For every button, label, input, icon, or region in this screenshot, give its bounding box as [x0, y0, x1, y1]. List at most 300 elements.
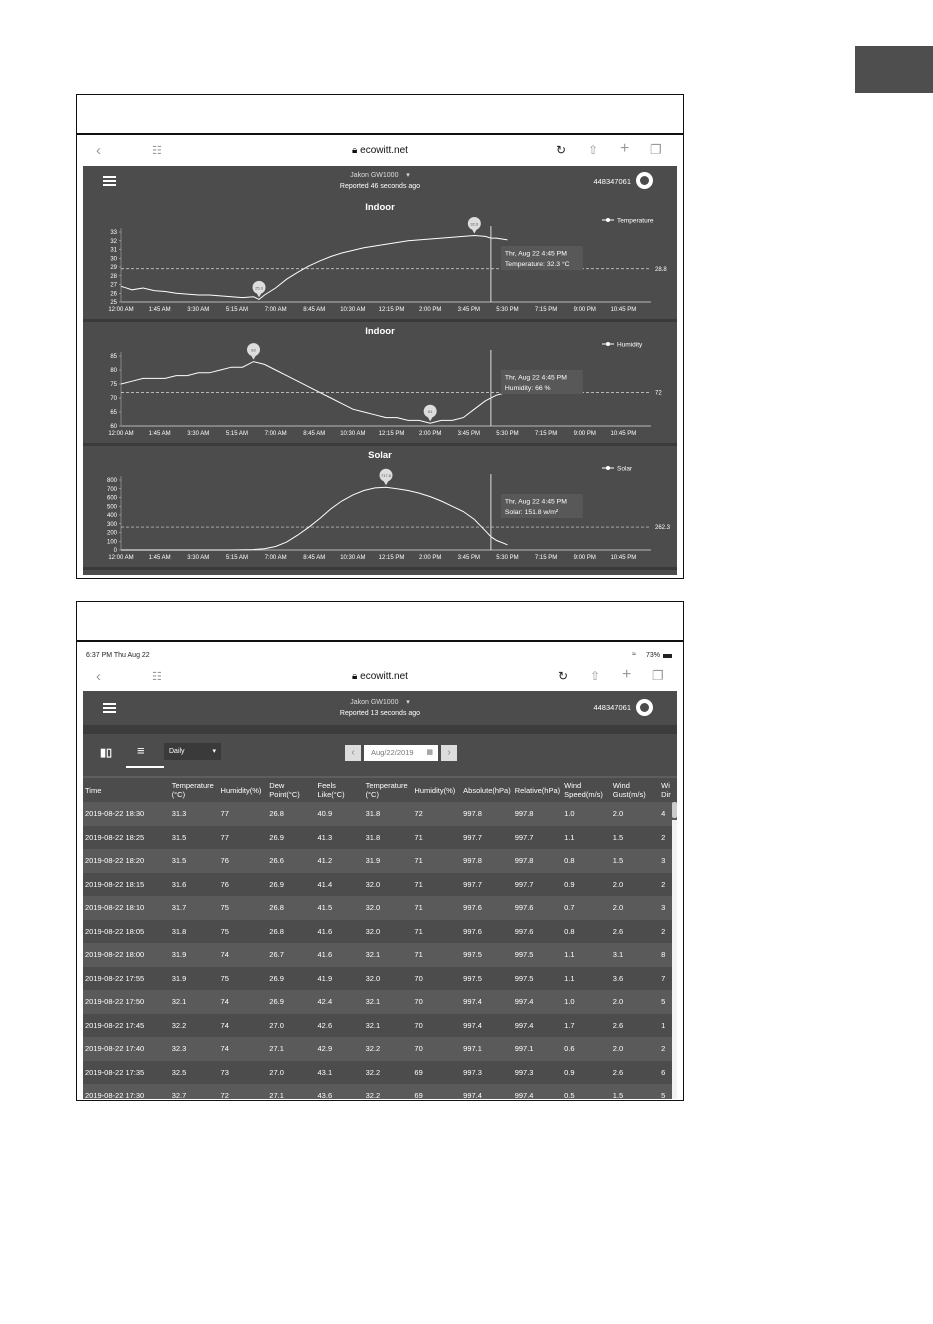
table-cell: 41.3: [316, 826, 364, 850]
table-cell: 997.5: [513, 943, 562, 967]
column-header[interactable]: Wind Gust(m/s): [612, 781, 646, 799]
user-id: 448347061: [593, 703, 631, 712]
legend-marker: [606, 466, 610, 470]
table-cell: 42.4: [316, 990, 364, 1014]
x-tick-label: 5:30 PM: [496, 431, 519, 437]
table-cell: 0.7: [562, 896, 611, 920]
table-cell: 0.9: [562, 1061, 611, 1085]
period-value: Daily: [169, 748, 185, 755]
x-tick-label: 5:15 AM: [225, 307, 248, 313]
screenshot-2: [80, 644, 680, 1099]
table-cell: 41.4: [316, 873, 364, 897]
app-panel-2: [83, 691, 677, 1099]
chevron-down-icon: ▾: [212, 748, 216, 755]
table-cell: 997.6: [461, 896, 513, 920]
period-select[interactable]: [164, 743, 221, 760]
table-cell: 3: [659, 896, 677, 920]
table-cell: 2.6: [611, 1014, 659, 1038]
table-cell: 5: [659, 1084, 677, 1099]
chevron-down-icon: ▾: [406, 172, 410, 179]
tooltip-time: Thr, Aug 22 4:45 PM: [504, 250, 567, 258]
x-tick-label: 10:30 AM: [340, 307, 366, 313]
device-selector[interactable]: [83, 171, 677, 179]
table-cell: 27.0: [267, 1014, 315, 1038]
table-cell: 2.0: [611, 873, 659, 897]
table-cell: 40.9: [316, 802, 364, 826]
table-row: [83, 1037, 677, 1061]
x-tick-label: 2:00 PM: [418, 307, 442, 313]
table-cell: 31.5: [170, 826, 219, 850]
data-table: [83, 778, 677, 1099]
min-marker-pin-label: 61: [427, 409, 433, 415]
lock-icon: 🔒︎: [352, 671, 358, 682]
avatar[interactable]: [636, 699, 653, 716]
y-tick-label: 100: [106, 539, 117, 546]
list-view-icon[interactable]: ≡: [137, 743, 145, 758]
y-tick-label: 75: [110, 382, 117, 389]
x-tick-label: 10:45 PM: [610, 555, 637, 561]
table-cell: 32.2: [364, 1037, 413, 1061]
table-cell: 74: [219, 1014, 268, 1038]
average-label: 72: [655, 390, 662, 397]
y-tick-label: 26: [110, 291, 117, 298]
table-cell: 3.6: [611, 967, 659, 991]
table-cell: 31.8: [170, 920, 219, 944]
x-tick-label: 10:45 PM: [610, 431, 637, 437]
table-cell: 8: [659, 943, 677, 967]
column-header[interactable]: Feels Like(°C): [317, 781, 345, 799]
table-cell: 32.0: [364, 920, 413, 944]
app-header: [83, 166, 677, 198]
app-panel: [83, 166, 677, 575]
y-tick-label: 25: [110, 300, 117, 307]
table-cell: 74: [219, 990, 268, 1014]
table-cell: 32.0: [364, 967, 413, 991]
table-cell: 26.9: [267, 967, 315, 991]
table-cell: 70: [412, 990, 461, 1014]
table-cell: 32.1: [364, 943, 413, 967]
x-tick-label: 12:15 PM: [378, 555, 405, 561]
table-toolbar: [83, 734, 677, 776]
table-cell: 41.9: [316, 967, 364, 991]
table-cell: 2.0: [611, 896, 659, 920]
reload-icon[interactable]: ↻: [558, 669, 569, 683]
app-header-2: [83, 691, 677, 725]
max-marker-pin-label: 32.6: [470, 221, 479, 227]
table-cell: 77: [219, 802, 268, 826]
table-cell: 32.2: [364, 1061, 413, 1085]
table-cell: 2019-08-22 18:00: [83, 943, 170, 967]
chart-separator: [83, 567, 677, 570]
table-cell: 997.7: [513, 826, 562, 850]
table-cell: 997.8: [513, 849, 562, 873]
x-tick-label: 10:45 PM: [610, 307, 637, 313]
x-tick-label: 3:45 PM: [457, 555, 480, 561]
legend-marker: [606, 218, 610, 222]
table-cell: 26.9: [267, 873, 315, 897]
x-tick-label: 12:15 PM: [378, 307, 405, 313]
table-row: [83, 802, 677, 826]
screenshot-frame-1: [76, 94, 684, 579]
table-cell: 32.3: [170, 1037, 219, 1061]
table-cell: 71: [412, 873, 461, 897]
scrollbar-track: [672, 820, 677, 1099]
table-cell: 1.1: [562, 967, 611, 991]
table-cell: 31.8: [364, 826, 413, 850]
table-cell: 2019-08-22 17:35: [83, 1061, 170, 1085]
frame-1-caption-box: [77, 95, 683, 135]
table-cell: 2019-08-22 18:15: [83, 873, 170, 897]
x-tick-label: 3:30 AM: [187, 431, 210, 437]
min-marker-pin-label: 25.3: [255, 285, 263, 291]
x-tick-label: 5:30 PM: [496, 555, 519, 561]
table-cell: 42.6: [316, 1014, 364, 1038]
y-tick-label: 28: [110, 273, 117, 280]
x-tick-label: 12:00 AM: [108, 555, 134, 561]
y-tick-label: 33: [110, 230, 117, 237]
table-cell: 31.6: [170, 873, 219, 897]
table-cell: 1.5: [611, 1084, 659, 1099]
scrollbar-thumb[interactable]: [672, 802, 677, 818]
table-cell: 75: [219, 967, 268, 991]
table-row: [83, 967, 677, 991]
date-field[interactable]: [364, 745, 438, 761]
chevron-down-icon: ▾: [406, 699, 410, 706]
table-row: [83, 896, 677, 920]
chart-panel-1: [83, 198, 677, 319]
table-cell: 31.7: [170, 896, 219, 920]
table-cell: 2: [659, 873, 677, 897]
table-cell: 32.0: [364, 873, 413, 897]
table-cell: 997.1: [513, 1037, 562, 1061]
x-tick-label: 10:30 AM: [340, 431, 366, 437]
table-cell: 2019-08-22 17:45: [83, 1014, 170, 1038]
column-header[interactable]: Wi Dir: [661, 781, 671, 799]
table-cell: 2019-08-22 17:30: [83, 1084, 170, 1099]
table-cell: 71: [412, 826, 461, 850]
table-cell: 71: [412, 943, 461, 967]
table-cell: 74: [219, 1037, 268, 1061]
calendar-icon: ▦: [426, 749, 433, 756]
table-row: [83, 920, 677, 944]
table-cell: 997.4: [461, 1084, 513, 1099]
tabs-icon[interactable]: ❐: [650, 142, 662, 157]
table-cell: 27.1: [267, 1084, 315, 1099]
table-cell: 0.8: [562, 849, 611, 873]
table-row: [83, 1061, 677, 1085]
x-tick-label: 12:00 AM: [108, 307, 134, 313]
y-tick-label: 31: [110, 247, 117, 254]
table-cell: 32.0: [364, 896, 413, 920]
bookmarks-icon[interactable]: ☷: [152, 145, 162, 157]
legend-marker: [606, 342, 610, 346]
x-tick-label: 7:00 AM: [264, 307, 287, 313]
prev-date-button[interactable]: ‹: [345, 745, 361, 761]
chart-background: [83, 322, 677, 443]
table-cell: 72: [412, 802, 461, 826]
table-cell: 26.9: [267, 826, 315, 850]
table-cell: 2.6: [611, 920, 659, 944]
table-row: [83, 1014, 677, 1038]
x-tick-label: 7:15 PM: [534, 307, 558, 313]
table-cell: 1.1: [562, 943, 611, 967]
y-tick-label: 800: [106, 478, 117, 485]
table-cell: 77: [219, 826, 268, 850]
new-tab-icon[interactable]: +: [622, 666, 632, 683]
table-cell: 997.8: [461, 849, 513, 873]
max-marker-pin-label: 83: [251, 347, 256, 353]
table-cell: 41.6: [316, 920, 364, 944]
table-row: [83, 826, 677, 850]
x-tick-label: 5:15 AM: [225, 555, 248, 561]
table-cell: 5: [659, 990, 677, 1014]
x-tick-label: 3:30 AM: [187, 307, 210, 313]
screenshot-1: [80, 137, 680, 575]
y-tick-label: 600: [106, 495, 117, 502]
reported-status: Reported 13 seconds ago: [339, 710, 421, 717]
tooltip-value: Humidity: 66 %: [504, 385, 551, 392]
table-cell: 1.1: [562, 826, 611, 850]
table-cell: 32.1: [364, 990, 413, 1014]
table-row: [83, 873, 677, 897]
table-cell: 71: [412, 896, 461, 920]
table-cell: 0.8: [562, 920, 611, 944]
battery-level: 73%: [645, 652, 660, 659]
x-tick-label: 1:45 AM: [148, 431, 171, 437]
table-cell: 41.2: [316, 849, 364, 873]
share-icon[interactable]: ⇧: [588, 143, 599, 157]
table-cell: 997.1: [461, 1037, 513, 1061]
x-tick-label: 5:15 AM: [225, 431, 248, 437]
table-row: [83, 943, 677, 967]
tooltip-time: Thr, Aug 22 4:45 PM: [504, 498, 567, 506]
table-cell: 71: [412, 849, 461, 873]
table-cell: 31.9: [170, 943, 219, 967]
frame-2-caption-box: [77, 602, 683, 642]
column-header[interactable]: Time: [85, 785, 102, 795]
table-cell: 76: [219, 873, 268, 897]
status-time: 6:37 PM Thu Aug 22: [86, 652, 150, 659]
column-header[interactable]: Relative(hPa): [514, 785, 561, 795]
table-cell: 70: [412, 1014, 461, 1038]
x-tick-label: 12:00 AM: [108, 431, 134, 437]
table-cell: 32.1: [170, 990, 219, 1014]
table-cell: 2: [659, 826, 677, 850]
x-tick-label: 5:30 PM: [496, 307, 519, 313]
chapter-tab: [855, 46, 933, 93]
tooltip-time: Thr, Aug 22 4:45 PM: [504, 374, 567, 382]
table-cell: 7: [659, 967, 677, 991]
tooltip-value: Temperature: 32.3 °C: [504, 261, 570, 268]
table-cell: 70: [412, 967, 461, 991]
column-header[interactable]: Absolute(hPa): [463, 785, 511, 795]
x-tick-label: 8:45 AM: [303, 431, 326, 437]
legend-label: Solar: [617, 465, 633, 473]
column-header[interactable]: Dew Point(°C): [269, 781, 300, 799]
table-row: [83, 990, 677, 1014]
column-header[interactable]: Wind Speed(m/s): [564, 781, 603, 799]
share-icon[interactable]: ⇧: [590, 669, 601, 683]
y-tick-label: 70: [110, 396, 117, 403]
table-cell: 43.1: [316, 1061, 364, 1085]
bookmarks-icon[interactable]: ☷: [152, 671, 162, 683]
table-cell: 32.2: [364, 1084, 413, 1099]
table-cell: 2019-08-22 17:40: [83, 1037, 170, 1061]
x-tick-label: 1:45 AM: [148, 555, 171, 561]
x-tick-label: 3:45 PM: [457, 431, 480, 437]
table-cell: 2019-08-22 18:05: [83, 920, 170, 944]
y-tick-label: 27: [110, 282, 117, 289]
x-tick-label: 2:00 PM: [418, 431, 442, 437]
table-cell: 997.6: [513, 920, 562, 944]
x-tick-label: 9:00 PM: [573, 431, 596, 437]
max-marker-pin-label: 717.6: [380, 473, 392, 479]
y-tick-label: 200: [106, 530, 117, 537]
y-tick-label: 500: [106, 504, 117, 511]
table-cell: 2019-08-22 17:50: [83, 990, 170, 1014]
table-cell: 2.0: [611, 1037, 659, 1061]
browser-toolbar: [80, 137, 680, 165]
table-cell: 2.0: [611, 990, 659, 1014]
x-tick-label: 8:45 AM: [303, 555, 326, 561]
back-icon[interactable]: ‹: [96, 668, 101, 685]
table-cell: 32.7: [170, 1084, 219, 1099]
chart-title: Indoor: [365, 326, 395, 337]
table-cell: 31.9: [170, 967, 219, 991]
x-tick-label: 7:00 AM: [264, 431, 287, 437]
table-cell: 26.8: [267, 920, 315, 944]
legend-label: Humidity: [617, 341, 643, 349]
table-cell: 997.8: [461, 802, 513, 826]
chart-panel-3: [83, 443, 677, 567]
table-cell: 2019-08-22 18:25: [83, 826, 170, 850]
table-cell: 997.4: [513, 1084, 562, 1099]
wifi-icon: ≈: [632, 651, 636, 658]
device-name: Jakon GW1000: [350, 699, 399, 706]
table-cell: 997.4: [513, 990, 562, 1014]
chart-separator: [83, 443, 677, 446]
y-tick-label: 32: [110, 238, 117, 245]
screenshot-frame-2: [76, 601, 684, 1101]
table-cell: 2.6: [611, 1061, 659, 1085]
y-tick-label: 300: [106, 521, 117, 528]
chart-background: [83, 198, 677, 319]
table-cell: 69: [412, 1084, 461, 1099]
back-icon[interactable]: ‹: [96, 142, 101, 159]
table-cell: 69: [412, 1061, 461, 1085]
table-cell: 2019-08-22 18:10: [83, 896, 170, 920]
reload-icon[interactable]: ↻: [556, 143, 567, 157]
table-cell: 75: [219, 896, 268, 920]
table-cell: 0.9: [562, 873, 611, 897]
table-cell: 0.5: [562, 1084, 611, 1099]
y-tick-label: 80: [110, 368, 117, 375]
table-cell: 43.6: [316, 1084, 364, 1099]
next-date-button[interactable]: ›: [441, 745, 457, 761]
chart-view-icon[interactable]: ▮▯: [100, 747, 113, 759]
x-tick-label: 12:15 PM: [378, 431, 405, 437]
x-tick-label: 7:15 PM: [534, 431, 558, 437]
table-cell: 26.8: [267, 896, 315, 920]
table-cell: 73: [219, 1061, 268, 1085]
data-table-wrap: [83, 778, 677, 1099]
table-cell: 27.0: [267, 1061, 315, 1085]
chart-separator: [83, 319, 677, 322]
table-cell: 2.0: [611, 802, 659, 826]
table-cell: 997.5: [461, 967, 513, 991]
table-cell: 41.5: [316, 896, 364, 920]
tabs-icon[interactable]: ❐: [652, 668, 664, 683]
device-selector[interactable]: [83, 698, 677, 706]
y-tick-label: 85: [110, 354, 117, 361]
column-header[interactable]: Temperature (°C): [171, 781, 214, 799]
x-tick-label: 9:00 PM: [573, 555, 596, 561]
chart-background: [83, 446, 677, 567]
column-header[interactable]: Temperature (°C): [365, 781, 408, 799]
x-tick-label: 3:30 AM: [187, 555, 210, 561]
table-row: [83, 849, 677, 873]
table-cell: 2019-08-22 18:30: [83, 802, 170, 826]
y-tick-label: 65: [110, 410, 117, 417]
table-row: [83, 1084, 677, 1099]
average-label: 262.3: [655, 525, 671, 532]
x-tick-label: 2:00 PM: [418, 555, 442, 561]
table-cell: 70: [412, 1037, 461, 1061]
table-cell: 75: [219, 920, 268, 944]
table-cell: 26.9: [267, 990, 315, 1014]
table-cell: 32.1: [364, 1014, 413, 1038]
table-cell: 1.0: [562, 802, 611, 826]
table-cell: 2019-08-22 17:55: [83, 967, 170, 991]
url-text: ecowitt.net: [360, 145, 408, 156]
x-tick-label: 7:00 AM: [264, 555, 287, 561]
table-cell: 997.3: [461, 1061, 513, 1085]
y-tick-label: 29: [110, 265, 117, 272]
avatar[interactable]: [636, 172, 653, 189]
x-tick-label: 10:30 AM: [340, 555, 366, 561]
table-cell: 6: [659, 1061, 677, 1085]
chart-title: Solar: [368, 450, 392, 461]
table-cell: 1.5: [611, 849, 659, 873]
table-cell: 31.5: [170, 849, 219, 873]
status-bar: [80, 652, 680, 662]
table-cell: 1.7: [562, 1014, 611, 1038]
browser-toolbar-2: [80, 663, 680, 691]
column-header[interactable]: Humidity(%): [414, 785, 456, 795]
device-name: Jakon GW1000: [350, 172, 399, 179]
legend-label: Temperature: [617, 217, 654, 225]
table-cell: 997.6: [513, 896, 562, 920]
x-tick-label: 1:45 AM: [148, 307, 171, 313]
table-cell: 997.5: [513, 967, 562, 991]
lock-icon: 🔒︎: [352, 145, 358, 156]
y-tick-label: 30: [110, 256, 117, 263]
table-cell: 0.6: [562, 1037, 611, 1061]
table-cell: 26.7: [267, 943, 315, 967]
table-cell: 997.6: [461, 920, 513, 944]
table-cell: 997.3: [513, 1061, 562, 1085]
new-tab-icon[interactable]: +: [620, 140, 630, 157]
charts-area: [83, 198, 677, 575]
header-divider: [83, 725, 677, 734]
column-header[interactable]: Humidity(%): [220, 785, 262, 795]
table-cell: 997.7: [461, 873, 513, 897]
y-tick-label: 400: [106, 513, 117, 520]
reported-status: Reported 46 seconds ago: [339, 183, 421, 190]
table-cell: 2: [659, 1037, 677, 1061]
table-cell: 4: [659, 802, 677, 826]
table-cell: 31.8: [364, 802, 413, 826]
